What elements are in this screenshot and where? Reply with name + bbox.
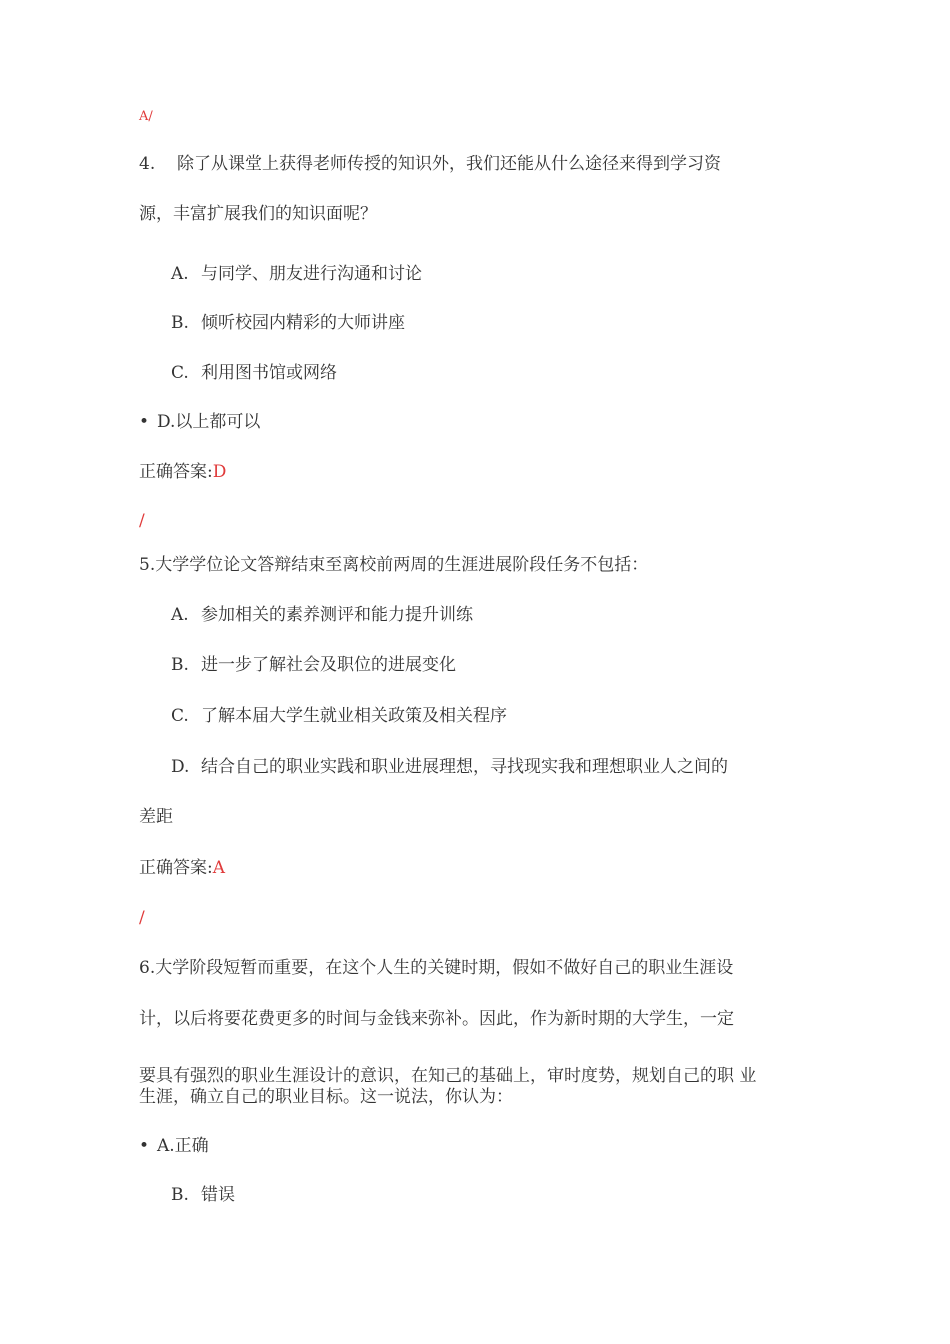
option-letter: A.	[171, 264, 189, 284]
q4-answer	[139, 461, 226, 483]
q4-text: 除了从课堂上获得老师传授的知识外，我们还能从什么途径来得到学习资	[177, 154, 721, 174]
option-text: 进一步了解社会及职位的进展变化	[201, 655, 456, 675]
q4-option-c[interactable]	[171, 362, 337, 384]
selected-bullet: •	[139, 1136, 150, 1156]
q5-separator: /	[139, 908, 145, 928]
q4-option-d-selected[interactable]	[139, 411, 260, 433]
answer-label: 正确答案:	[139, 462, 213, 482]
option-text: 错误	[201, 1185, 235, 1205]
option-letter: C.	[171, 706, 189, 726]
q6-text-line3: 要具有强烈的职业生涯设计的意识，在知己的基础上，审时度势，规划自己的职 业	[139, 1066, 757, 1086]
q4-separator: /	[139, 511, 145, 531]
q5-text: 5.大学学位论文答辩结束至离校前两周的生涯进展阶段任务不包括：	[139, 555, 649, 575]
selected-bullet: •	[139, 412, 150, 432]
q5-answer	[139, 857, 225, 879]
q4-text-line2: 源，丰富扩展我们的知识面呢？	[139, 204, 377, 224]
option-text: 参加相关的素养测评和能力提升训练	[201, 605, 473, 625]
q6-text-line4: 生涯，确立自己的职业目标。这一说法，你认为：	[139, 1087, 513, 1107]
q5-option-a[interactable]	[171, 604, 473, 626]
option-letter: D.	[171, 757, 190, 777]
option-letter: C.	[171, 363, 189, 383]
q6-option-a-selected[interactable]	[139, 1135, 209, 1157]
q6-text-line2: 计，以后将要花费更多的时间与金钱来弥补。因此，作为新时期的大学生，一定	[139, 1009, 734, 1029]
top-mark: A/	[139, 109, 153, 124]
option-text: 利用图书馆或网络	[201, 363, 337, 383]
q5-option-d[interactable]	[171, 756, 728, 778]
answer-value: D	[212, 462, 227, 482]
option-letter: B.	[171, 1185, 189, 1205]
q4-option-a[interactable]	[171, 263, 422, 285]
option-text: 了解本届大学生就业相关政策及相关程序	[201, 706, 507, 726]
option-text: D.以上都可以	[157, 412, 261, 432]
q5-option-d-continued: 差距	[139, 807, 173, 827]
option-text: 与同学、朋友进行沟通和讨论	[201, 264, 422, 284]
q5-option-c[interactable]	[171, 705, 507, 727]
q4-option-b[interactable]	[171, 312, 405, 334]
q6-option-b[interactable]	[171, 1184, 235, 1206]
q4-number: 4.	[139, 154, 156, 174]
option-letter: B.	[171, 655, 189, 675]
option-text: 结合自己的职业实践和职业进展理想，寻找现实我和理想职业人之间的	[201, 757, 728, 777]
option-text: A.正确	[157, 1136, 209, 1156]
answer-value: A	[212, 858, 226, 878]
q4-text-line1	[139, 153, 721, 175]
option-text: 倾听校园内精彩的大师讲座	[201, 313, 405, 333]
answer-label: 正确答案:	[139, 858, 213, 878]
q6-text-line1: 6.大学阶段短暂而重要，在这个人生的关键时期，假如不做好自己的职业生涯设	[139, 958, 734, 978]
option-letter: B.	[171, 313, 189, 333]
q5-option-b[interactable]	[171, 654, 456, 676]
option-letter: A.	[171, 605, 189, 625]
